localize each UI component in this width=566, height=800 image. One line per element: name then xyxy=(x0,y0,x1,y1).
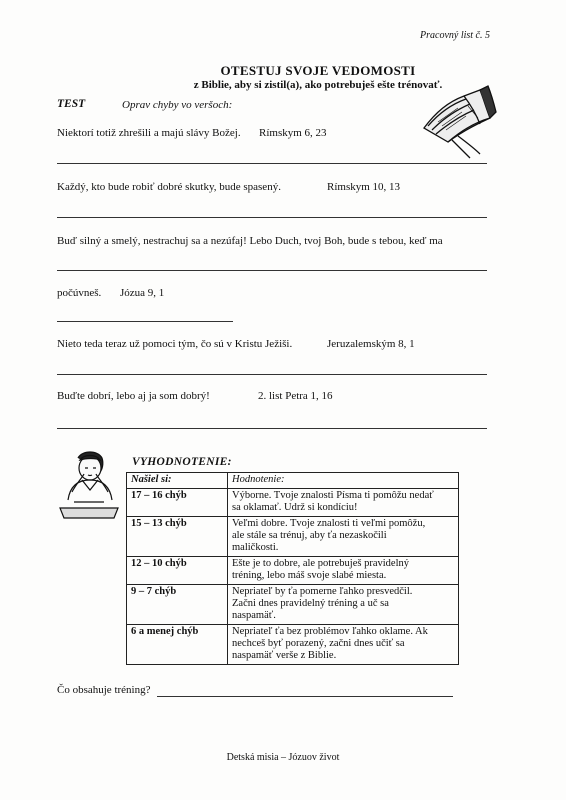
thinking-boy-icon xyxy=(54,448,124,520)
rating-line: Nepriateľ by ťa pomerne ľahko presvedčil. xyxy=(232,586,413,597)
table-row xyxy=(127,557,459,585)
verse-text-5: Buďte dobrí, lebo aj ja som dobrý! xyxy=(57,390,210,402)
table-row xyxy=(127,625,459,665)
rating-line: ale stále sa trénuj, aby ťa nezaskočili xyxy=(232,530,387,541)
answer-line-4[interactable] xyxy=(57,374,487,375)
rating-line: Ešte je to dobre, ale potrebuješ pravidelný xyxy=(232,558,409,569)
rating-line: Nepriateľ ťa bez problémov ľahko oklame. Ak xyxy=(232,626,428,637)
open-bible-hand-icon xyxy=(418,82,500,162)
training-answer-line[interactable] xyxy=(157,696,453,697)
verse-ref-2: Rímskym 10, 13 xyxy=(327,181,401,193)
rating-line: maličkosti. xyxy=(232,542,279,553)
verse-text-1: Niektorí totiž zhrešili a majú slávy Božej. xyxy=(57,127,241,139)
error-range: 15 – 13 chýb xyxy=(127,517,228,557)
answer-line-2[interactable] xyxy=(57,217,487,218)
rating-text xyxy=(228,557,459,585)
rating-text xyxy=(228,585,459,625)
col-header-rating: Hodnotenie: xyxy=(228,473,459,489)
verse-text-4: Nieto teda teraz už pomoci tým, čo sú v Kristu Ježiši. xyxy=(57,338,293,350)
rating-text xyxy=(228,489,459,517)
answer-line-3b[interactable] xyxy=(57,321,233,322)
training-question: Čo obsahuje tréning? xyxy=(57,684,151,696)
verse-ref-5: 2. list Petra 1, 16 xyxy=(258,390,333,402)
test-label: TEST xyxy=(57,98,86,110)
sheet-number: Pracovný list č. 5 xyxy=(420,30,490,41)
rating-line: sa oklamať. Udrž si kondíciu! xyxy=(232,502,358,513)
page-subtitle: z Biblie, aby si zistil(a), ako potrebuješ ešte trénovať. xyxy=(193,79,443,91)
answer-line-3a[interactable] xyxy=(57,270,487,271)
error-range: 17 – 16 chýb xyxy=(127,489,228,517)
error-range: 6 a menej chýb xyxy=(127,625,228,665)
col-header-found: Našiel si: xyxy=(127,473,228,489)
table-row xyxy=(127,585,459,625)
rating-line: Začni dnes pravidelný tréning a uč sa xyxy=(232,598,389,609)
rating-line: nechceš byť porazený, začni dnes učiť sa xyxy=(232,638,405,649)
rating-text xyxy=(228,625,459,665)
rating-line: naspamäť. xyxy=(232,610,276,621)
verse-text-3-cont: počúvneš. xyxy=(57,287,102,299)
table-row xyxy=(127,517,459,557)
page-footer: Detská misia – Józuov život xyxy=(226,752,340,763)
rating-line: Veľmi dobre. Tvoje znalosti ti veľmi pomôžu, xyxy=(232,518,426,529)
rating-line: Výborne. Tvoje znalosti Písma ti pomôžu nedať xyxy=(232,490,434,501)
page-title: OTESTUJ SVOJE VEDOMOSTI xyxy=(220,63,416,78)
verse-text-2: Každý, kto bude robiť dobré skutky, bude spasený. xyxy=(57,181,281,193)
error-range: 9 – 7 chýb xyxy=(127,585,228,625)
rating-line: naspamäť verše z Biblie. xyxy=(232,650,337,661)
verse-ref-4: Jeruzalemským 8, 1 xyxy=(327,338,415,350)
test-instruction: Oprav chyby vo veršoch: xyxy=(122,99,233,111)
rating-line: tréning, lebo máš svoje slabé miesta. xyxy=(232,570,387,581)
evaluation-table xyxy=(126,472,459,665)
table-row xyxy=(127,489,459,517)
verse-ref-3: Józua 9, 1 xyxy=(120,287,165,299)
answer-line-5[interactable] xyxy=(57,428,487,429)
verse-text-3: Buď silný a smelý, nestrachuj sa a nezúfaj! Lebo Duch, tvoj Boh, bude s tebou, keď ma xyxy=(57,235,443,247)
verse-ref-1: Rímskym 6, 23 xyxy=(259,127,327,139)
answer-line-1[interactable] xyxy=(57,163,487,164)
rating-text xyxy=(228,517,459,557)
evaluation-title: VYHODNOTENIE: xyxy=(132,456,232,468)
error-range: 12 – 10 chýb xyxy=(127,557,228,585)
evaluation-header-row xyxy=(127,473,459,489)
